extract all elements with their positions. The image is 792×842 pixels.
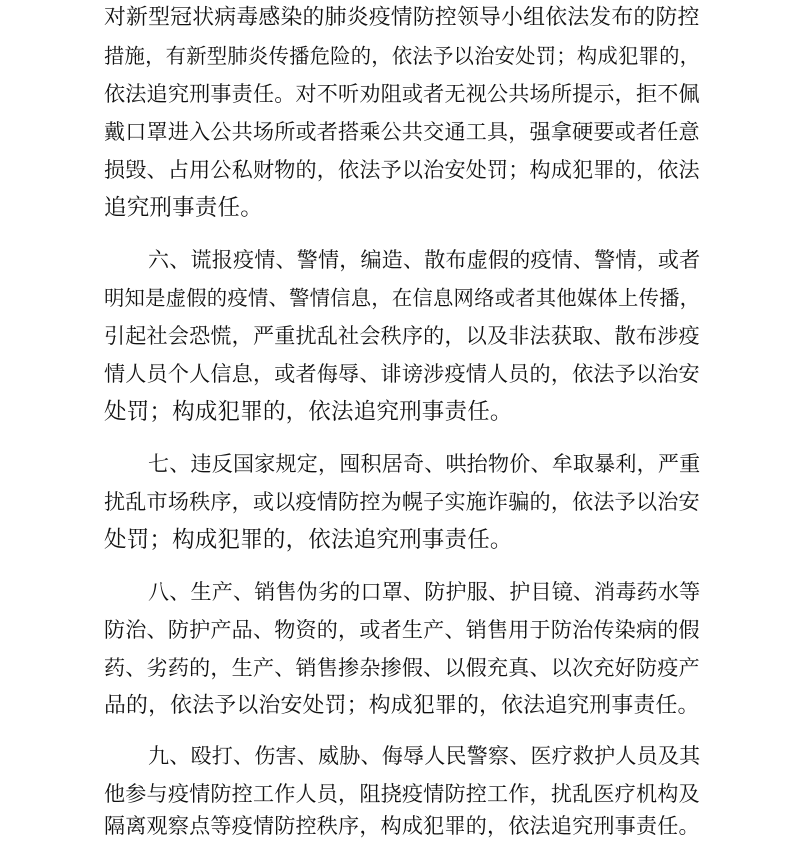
text-line: 追究刑事责任。 (104, 195, 263, 221)
paragraph-eight-heading: 八、生产、销售伪劣的口罩、防护服、护目镜、消毒药水等 (148, 579, 701, 604)
text-line: 处罚；构成犯罪的，依法追究刑事责任。 (104, 527, 513, 553)
text-line: 明知是虚假的疫情、警情信息，在信息网络或者其他媒体上传播， (104, 286, 701, 310)
text-line: 药、劣药的，生产、销售掺杂掺假、以假充真、以次充好防疫产 (104, 655, 700, 680)
paragraph-six-heading: 六、谎报疫情、警情，编造、散布虚假的疫情、警情，或者 (148, 247, 701, 272)
text-line: 对新型冠状病毒感染的肺炎疫情防控领导小组依法发布的防控 (104, 5, 700, 30)
text-line: 戴口罩进入公共场所或者搭乘公共交通工具，强拿硬要或者任意 (104, 119, 700, 144)
text-line: 扰乱市场秩序，或以疫情防控为幌子实施诈骗的，依法予以治安 (104, 489, 700, 514)
paragraph-seven-heading: 七、违反国家规定，囤积居奇、哄抬物价、牟取暴利，严重 (148, 451, 701, 476)
text-line: 依法追究刑事责任。对不听劝阻或者无视公共场所提示，拒不佩 (104, 81, 700, 106)
text-line: 隔离观察点等疫情防控秩序，构成犯罪的，依法追究刑事责任。 (104, 813, 700, 838)
text-line: 措施，有新型肺炎传播危险的，依法予以治安处罚；构成犯罪的， (104, 44, 701, 68)
text-line: 防治、防护产品、物资的，或者生产、销售用于防治传染病的假 (104, 617, 700, 642)
text-line: 损毁、占用公私财物的，依法予以治安处罚；构成犯罪的，依法 (104, 157, 700, 182)
text-line: 引起社会恐慌，严重扰乱社会秩序的，以及非法获取、散布涉疫 (104, 323, 700, 348)
paragraph-nine-heading: 九、殴打、伤害、威胁、侮辱人民警察、医疗救护人员及其 (148, 743, 701, 768)
text-line: 处罚；构成犯罪的，依法追究刑事责任。 (104, 399, 513, 425)
text-line: 品的，依法予以治安处罚；构成犯罪的，依法追究刑事责任。 (104, 693, 700, 718)
text-line: 他参与疫情防控工作人员，阻挠疫情防控工作，扰乱医疗机构及 (104, 781, 700, 806)
text-line: 情人员个人信息，或者侮辱、诽谤涉疫情人员的，依法予以治安 (104, 361, 700, 386)
